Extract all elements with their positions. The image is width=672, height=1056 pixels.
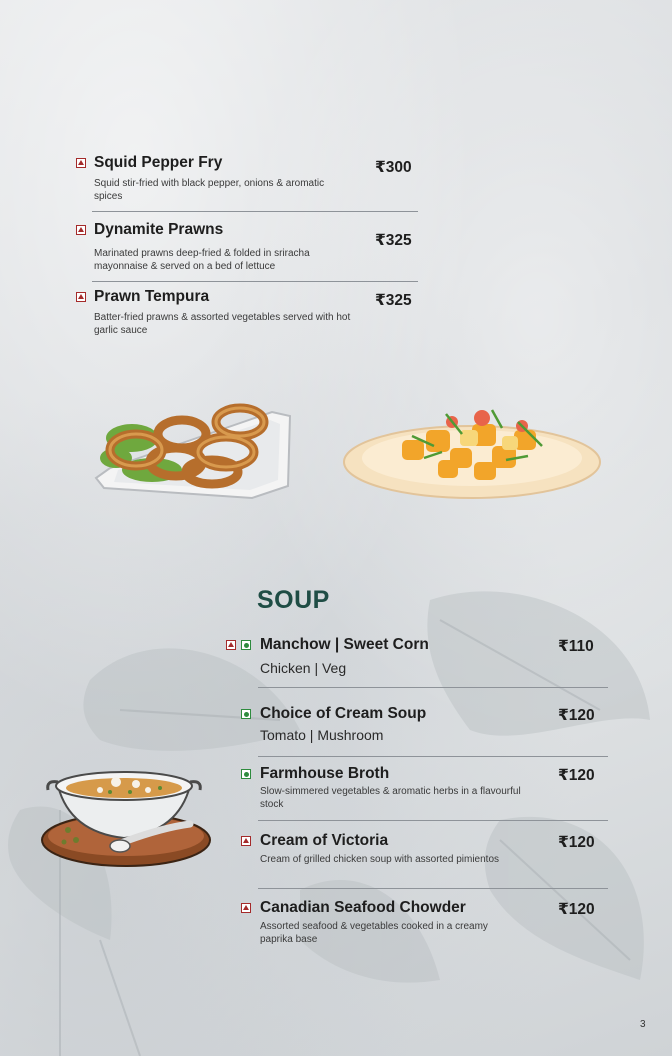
item-description: Slow-simmered vegetables & aromatic herbs in a flavourful stock — [260, 786, 521, 810]
item-price: ₹120 — [558, 901, 595, 918]
item-name: Cream of Victoria — [260, 832, 389, 849]
item-price: ₹120 — [558, 834, 595, 851]
item-price: ₹120 — [558, 767, 595, 784]
potato-dish-plate-image — [342, 400, 602, 506]
page-number: 3 — [640, 1019, 646, 1030]
item-price: ₹110 — [558, 638, 594, 655]
onion-rings-plate-image — [92, 398, 294, 510]
item-price: ₹325 — [375, 232, 412, 249]
item-name: Canadian Seafood Chowder — [260, 899, 466, 916]
divider — [258, 756, 608, 757]
item-name: Dynamite Prawns — [94, 221, 224, 238]
item-options: Chicken | Veg — [260, 660, 347, 676]
item-description: Assorted seafood & vegetables cooked in a creamy paprika base — [260, 921, 488, 945]
veg-icon — [241, 640, 251, 650]
item-name: Manchow | Sweet Corn — [260, 636, 429, 653]
non-veg-icon — [241, 836, 251, 846]
item-name: Prawn Tempura — [94, 288, 210, 305]
item-options: Tomato | Mushroom — [260, 727, 384, 743]
item-description: Squid stir-fried with black pepper, onions & aromatic spices — [94, 178, 325, 202]
divider — [92, 281, 418, 282]
item-name: Choice of Cream Soup — [260, 705, 427, 722]
item-price: ₹325 — [375, 292, 412, 309]
item-price: ₹300 — [375, 159, 412, 176]
item-name: Squid Pepper Fry — [94, 154, 223, 171]
non-veg-icon — [241, 903, 251, 913]
item-price: ₹120 — [558, 707, 595, 724]
veg-icon — [241, 769, 251, 779]
soup-bowl-image — [40, 762, 214, 870]
divider — [258, 888, 608, 889]
non-veg-icon — [76, 292, 86, 302]
non-veg-icon — [226, 640, 236, 650]
non-veg-icon — [76, 158, 86, 168]
divider — [258, 820, 608, 821]
veg-icon — [241, 709, 251, 719]
divider — [92, 211, 418, 212]
item-description: Batter-fried prawns & assorted vegetables served with hot garlic sauce — [94, 312, 351, 336]
section-title-soup: SOUP — [257, 586, 330, 614]
non-veg-icon — [76, 225, 86, 235]
divider — [258, 687, 608, 688]
item-description: Cream of grilled chicken soup with assorted pimientos — [260, 854, 499, 865]
item-description: Marinated prawns deep-fried & folded in sriracha mayonnaise & served on a bed of lettuce — [94, 248, 310, 272]
item-name: Farmhouse Broth — [260, 765, 390, 782]
